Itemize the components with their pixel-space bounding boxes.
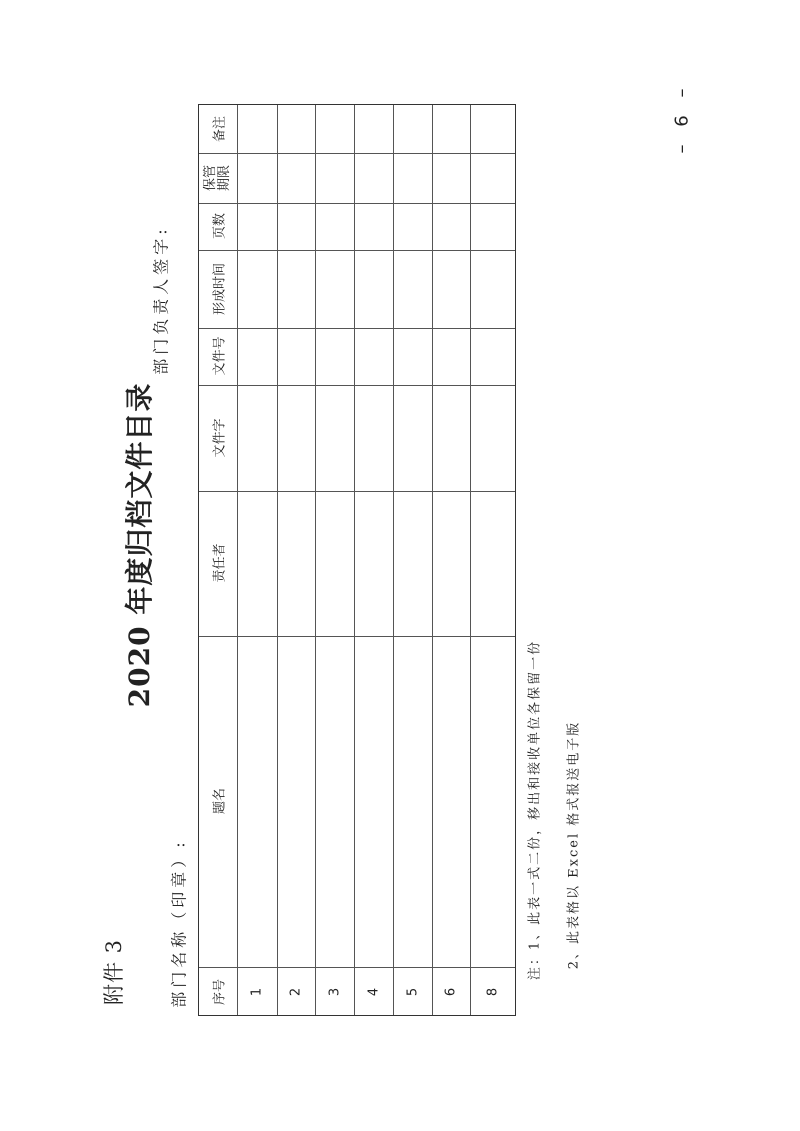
header-subject: 题名 — [212, 787, 228, 815]
note-line-1: 注：1、此表一式二份，移出和接收单位各保留一份 — [527, 639, 543, 981]
dept-name-label: 部门名称（印章）: — [169, 838, 189, 1008]
attachment-label: 附件 3 — [102, 938, 126, 1006]
page-number: – 6 – — [671, 82, 693, 154]
page-title: 2020 年度归档文件目录 — [123, 382, 156, 708]
row-number: 8 — [485, 987, 501, 997]
header-pages: 页数 — [212, 212, 228, 240]
header-responsible: 责任者 — [212, 543, 228, 583]
row-number: 5 — [405, 987, 421, 997]
header-retention-line2: 期限 — [217, 164, 232, 192]
row-number: 6 — [443, 987, 459, 997]
header-doc-word: 文件字 — [212, 418, 228, 458]
signature-label: 部门负责人签字: — [151, 225, 171, 375]
archive-table — [198, 104, 516, 1016]
header-doc-no: 文件号 — [212, 336, 228, 376]
row-number: 2 — [288, 987, 304, 997]
header-seq: 序号 — [212, 978, 228, 1006]
header-retention — [204, 165, 232, 191]
header-formed-time: 形成时间 — [212, 262, 228, 316]
row-number: 1 — [249, 987, 265, 997]
note-line-2: 2、此表格以 Excel 格式报送电子版 — [566, 720, 582, 970]
row-number: 3 — [327, 987, 343, 997]
row-number: 4 — [366, 987, 382, 997]
header-retention-line1: 保管 — [203, 164, 218, 192]
header-remarks: 备注 — [212, 115, 228, 143]
